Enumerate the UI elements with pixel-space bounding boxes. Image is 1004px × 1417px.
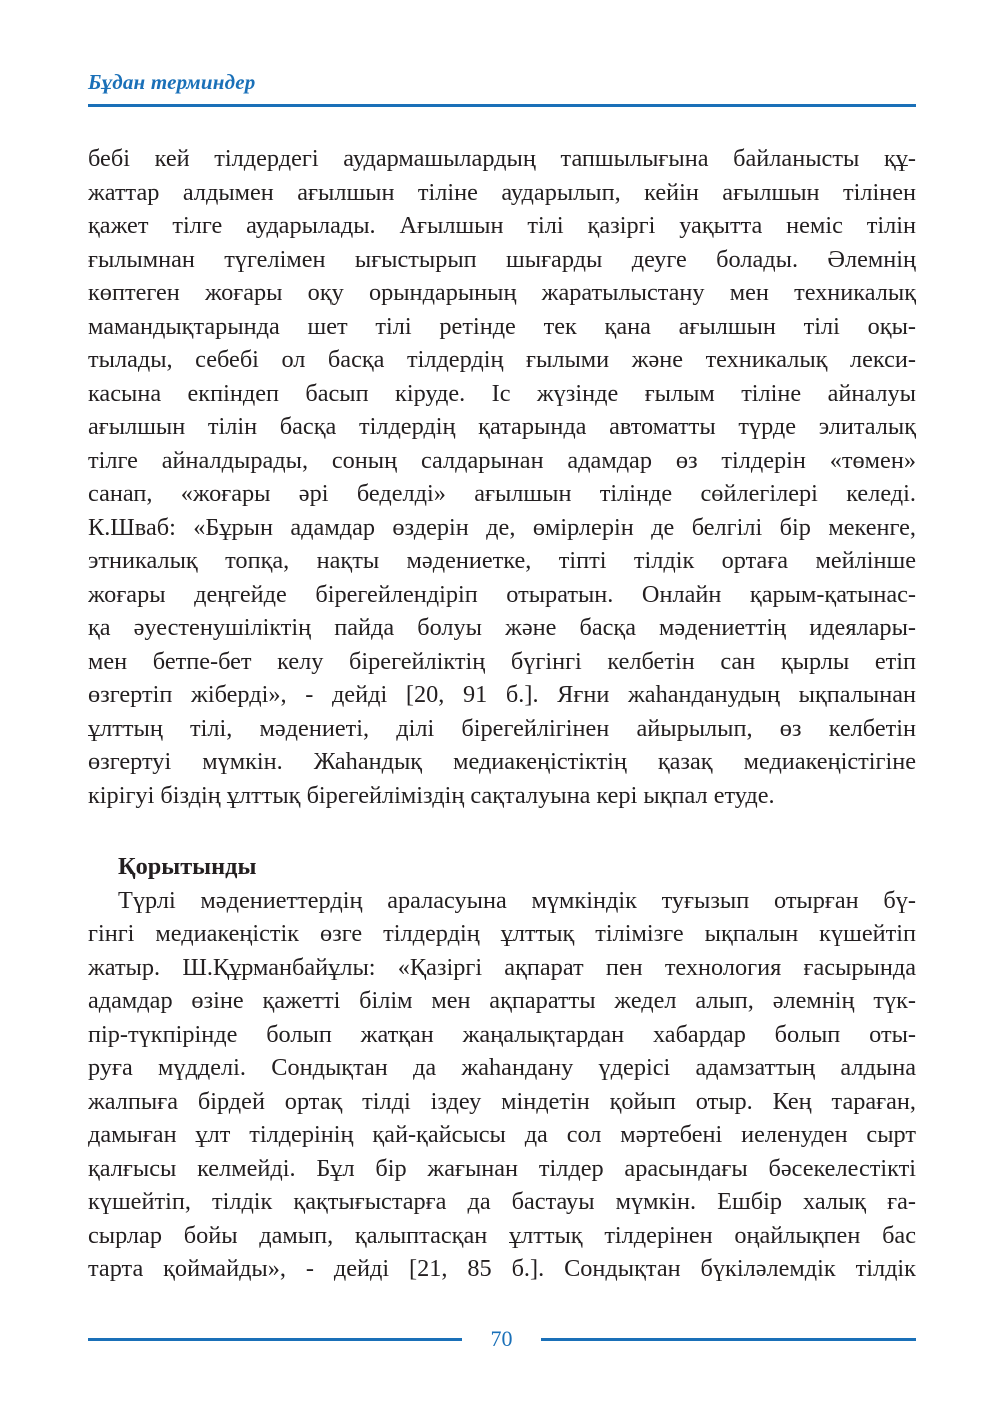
text-line: өзгертуі мүмкін. Жаһандық медиакеңістіктің қазақ медиакеңістігіне (88, 748, 916, 775)
running-header-title: Бұдан терминдер (88, 70, 256, 94)
text-line: дамыған ұлт тілдерінің қай-қайсысы да сол мәртебені иеленуден сырт (88, 1121, 916, 1148)
text-line: руға мүдделі. Сондықтан да жаһандану үдерісі адамзаттың алдына (88, 1054, 916, 1081)
text-line: гінгі медиакеңістік өзге тілдердің ұлттық тілімізге ықпалын күшейтіп (88, 920, 916, 947)
text-line: касына екпіндеп басып кіруде. Іс жүзінде ғылым тіліне айналуы (88, 379, 916, 407)
text-line: Түрлі мәдениеттердің араласуына мүмкіндік туғызып отырған бү- (118, 886, 916, 914)
text-line: ұлттың тілі, мәдениеті, ділі бірегейлігінен айырылып, өз келбетін (88, 714, 916, 742)
text-line: жалпыға бірдей ортақ тілді іздеу міндетін қойып отыр. Кең тараған, (88, 1087, 916, 1115)
text-line: тарта қоймайды», - дейді [21, 85 б.]. Сондықтан бүкіләлемдік тілдік (88, 1255, 916, 1282)
text-line: қа әуестенушіліктің пайда болуы және басқа мәдениеттің идеялары- (88, 614, 916, 641)
text-line: өзгертіп жіберді», - дейді [20, 91 б.]. Яғни жаһанданудың ықпалынан (88, 681, 916, 708)
body-text (88, 142, 916, 1286)
section-heading: Қорытынды (118, 853, 257, 880)
text-line: бебі кей тілдердегі аудармашылардың тапшылығына байланысты құ- (88, 145, 916, 172)
text-line: жатыр. Ш.Құрманбайұлы: «Қазіргі ақпарат пен технология ғасырында (88, 953, 916, 981)
footer-rule-right (541, 1338, 916, 1341)
footer-rule-left (88, 1338, 462, 1341)
text-line: ағылшын тілін басқа тілдердің қатарында автоматты түрде элиталық (88, 413, 916, 440)
text-line: қалғысы келмейді. Бұл бір жағынан тілдер арасындағы бәсекелестікті (88, 1154, 916, 1182)
text-line: санап, «жоғары әрі беделді» ағылшын тілінде сөйлегілері келеді. (88, 480, 916, 507)
text-line: жоғары деңгейде бірегейлендіріп отыратын. Онлайн қарым-қатынас- (88, 580, 916, 608)
text-line: күшейтіп, тілдік қақтығыстарға да бастауы мүмкін. Ешбір халық ға- (88, 1188, 916, 1215)
page-number: 70 (490, 1326, 513, 1351)
text-line: этникалық топқа, нақты мәдениетке, тіпті тілдік ортаға мейлінше (88, 547, 916, 574)
text-line: кірігуі біздің ұлттық бірегейліміздің сақталуына кері ықпал етуде. (88, 781, 775, 809)
text-line: көптеген жоғары оқу орындарының жаратылыстану мен техникалық (88, 279, 916, 306)
text-line: тылады, себебі ол басқа тілдердің ғылыми және техникалық лекси- (88, 346, 916, 373)
text-line: К.Шваб: «Бұрын адамдар өздерін де, өмірлерін де белгілі бір мекенге, (88, 513, 916, 541)
paragraph-2 (88, 884, 916, 1286)
text-line: тілге айналдырады, соның салдарынан адамдар өз тілдерін «төмен» (88, 446, 916, 474)
text-line: пір-түкпірінде болып жатқан жаңалықтардан хабардар болып оты- (88, 1020, 916, 1048)
text-line: қажет тілге аударылады. Ағылшын тілі қазіргі уақытта неміс тілін (88, 212, 916, 239)
text-line: жаттар алдымен ағылшын тіліне аударылып, кейін ағылшын тілінен (88, 178, 916, 206)
text-line: сырлар бойы дамып, қалыптасқан ұлттық тілдерінен оңайлықпен бас (88, 1221, 916, 1249)
text-line: мамандықтарында шет тілі ретінде тек қана ағылшын тілі оқы- (88, 312, 916, 340)
paragraph-1 (88, 142, 916, 812)
text-line: ғылымнан түгелімен ығыстырып шығарды деуге болады. Әлемнің (88, 245, 916, 273)
header-rule (88, 104, 916, 107)
text-line: адамдар өзіне қажетті білім мен ақпаратты жедел алып, әлемнің түк- (88, 987, 916, 1014)
text-line: мен бетпе-бет келу бірегейліктің бүгінгі келбетін сан қырлы етіп (88, 647, 916, 675)
